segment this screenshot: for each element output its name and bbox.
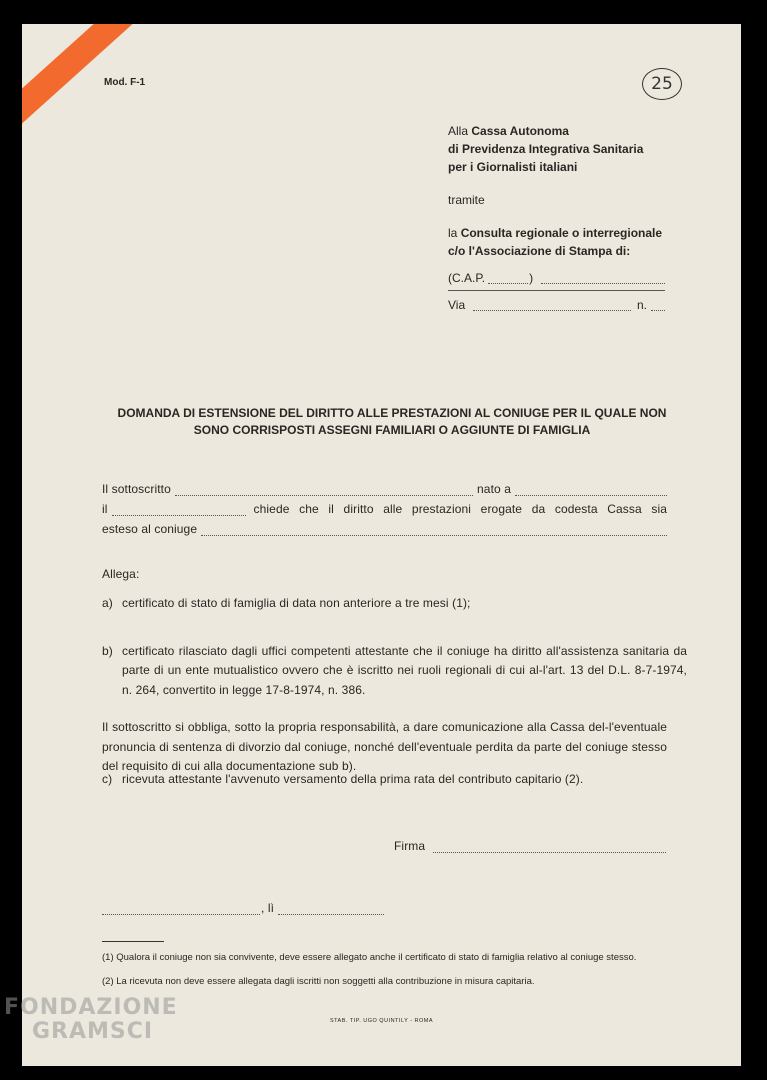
recipient-consulta: Consulta regionale o interregionale bbox=[460, 226, 663, 240]
signature-block bbox=[394, 836, 666, 856]
recipient-via: tramite bbox=[448, 193, 485, 207]
street-number-dotted-line[interactable] bbox=[651, 298, 665, 311]
cap-close: ) bbox=[529, 271, 534, 285]
recipient-line-6: c/o l'Associazione di Stampa di: bbox=[448, 244, 631, 258]
date-separator: , lì bbox=[261, 900, 275, 915]
signature-field[interactable] bbox=[433, 840, 666, 853]
date-field[interactable] bbox=[278, 902, 384, 915]
signature-label: Firma bbox=[394, 838, 426, 853]
archive-watermark bbox=[4, 996, 178, 1044]
cap-label: (C.A.P. bbox=[448, 271, 486, 285]
address-separator-rule bbox=[448, 290, 665, 291]
obligation-paragraph: Il sottoscritto si obbliga, sotto la propria responsabilità, a dare comunicazione alla Cassa del-l'eventuale pronuncia di sentenza di divorzio dal coniuge, nonché dell'eventuale perdita da parte del coniuge stesso del requisito di cui alla documentazione sub b). bbox=[102, 720, 667, 773]
cap-dotted-line[interactable] bbox=[488, 271, 528, 284]
birthplace-label: nato a bbox=[477, 481, 511, 496]
printer-imprint: STAB. TIP. UGO QUINTILY - ROMA bbox=[329, 1018, 434, 1024]
attachment-marker: a) bbox=[102, 596, 113, 610]
attachment-text: certificato di stato di famiglia di data non anteriore a tre mesi (1); bbox=[122, 596, 471, 610]
place-field[interactable] bbox=[102, 902, 260, 915]
form-title-line-1: DOMANDA DI ESTENSIONE DEL DIRITTO ALLE PRESTAZIONI AL CONIUGE PER IL QUALE NON bbox=[117, 406, 667, 420]
recipient-name: Cassa Autonoma bbox=[471, 124, 569, 138]
recipient-line-3: per i Giornalisti italiani bbox=[448, 160, 578, 174]
attachment-text: certificato rilasciato dagli uffici competenti attestante che il coniuge ha diritto all'assistenza sanitaria da parte di un ente mutualistico ovvero che è iscritto nei ruoli regionali di cui al-l'art. 13 del D.L. 8-7-1974, n. 264, convertito in legge 17-8-1974, n. 386. bbox=[122, 643, 687, 697]
recipient-line-5-prefix: la bbox=[448, 226, 458, 240]
recipient-line-2: di Previdenza Integrativa Sanitaria bbox=[448, 142, 644, 156]
attachment-marker: b) bbox=[102, 643, 113, 658]
via-field[interactable] bbox=[448, 296, 665, 314]
birthplace-field[interactable] bbox=[515, 483, 667, 496]
attachment-text: ricevuta attestante l'avvenuto versamento della prima rata del contributo capitario (2). bbox=[122, 772, 584, 786]
cap-field[interactable] bbox=[448, 269, 665, 287]
city-dotted-line[interactable] bbox=[541, 271, 665, 284]
form-code: Mod. F-1 bbox=[104, 77, 146, 88]
form-title bbox=[82, 405, 702, 439]
declaration-row-1 bbox=[102, 479, 667, 499]
spouse-label: esteso al coniuge bbox=[102, 521, 198, 536]
street-number-label: n. bbox=[636, 298, 647, 312]
form-title-line-2: SONO CORRISPOSTI ASSEGNI FAMILIARI O AGGIUNTE DI FAMIGLIA bbox=[193, 423, 591, 437]
attachment-b bbox=[102, 642, 687, 701]
watermark-line-1: FONDAZIONE bbox=[4, 995, 178, 1020]
request-text: chiede che il diritto alle prestazioni erogate da codesta Cassa sia bbox=[253, 501, 667, 516]
recipient-line-5 bbox=[448, 224, 662, 242]
declaration-row-2 bbox=[102, 499, 667, 519]
attachment-marker: c) bbox=[102, 772, 113, 786]
attachments-heading: Allega: bbox=[102, 567, 140, 581]
birthdate-label: il bbox=[102, 501, 108, 516]
watermark-line-2: GRAMSCI bbox=[32, 1019, 154, 1044]
street-dotted-line[interactable] bbox=[473, 298, 631, 311]
name-field[interactable] bbox=[175, 483, 473, 496]
footnote-2: (2) La ricevuta non deve essere allegata dagli iscritti non soggetti alla contribuzione in misura capitaria. bbox=[102, 976, 535, 987]
attachment-a bbox=[102, 594, 687, 614]
signature-row bbox=[394, 836, 666, 856]
undersigned-label: Il sottoscritto bbox=[102, 481, 171, 496]
declaration-block bbox=[102, 479, 667, 539]
recipient-prefix: Alla bbox=[448, 124, 469, 138]
footnote-rule bbox=[102, 941, 164, 942]
place-date-row bbox=[102, 898, 384, 918]
birthdate-field[interactable] bbox=[112, 503, 246, 516]
recipient-line-1 bbox=[448, 122, 569, 140]
footnote-1: (1) Qualora il coniuge non sia convivente, deve essere allegato anche il certificato di stato di famiglia relativo al coniuge stesso. bbox=[102, 952, 637, 963]
page-number: 25 bbox=[642, 68, 682, 100]
declaration-row-3 bbox=[102, 519, 667, 539]
form-page bbox=[22, 24, 741, 1066]
place-date-block bbox=[102, 898, 384, 918]
street-label: Via bbox=[448, 298, 466, 312]
spouse-field[interactable] bbox=[201, 523, 667, 536]
